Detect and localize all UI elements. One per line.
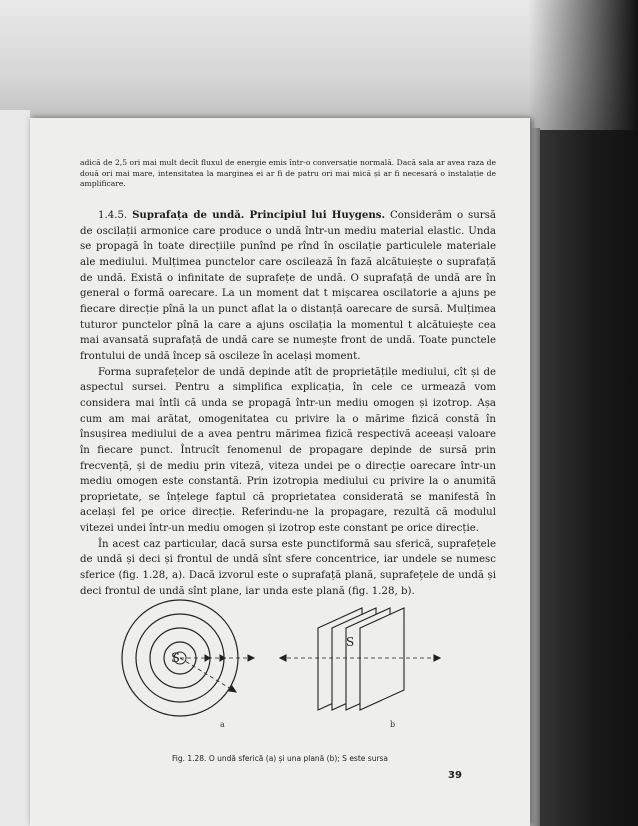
figure-label-b: b — [390, 720, 396, 729]
source-label-a: S — [171, 651, 180, 666]
book-page — [30, 118, 530, 826]
arrow-horizontal — [248, 655, 254, 661]
section-paragraph-2: Forma suprafețelor de undă depinde atît de proprietățile mediului, cît și de aspectul sursei. Pentru a simplifica explicația, în cele ce urmează vom considera mai întîi că unda se propagă într-un mediu omogen și izotrop. Așa cum am mai arătat, omogenitatea cu privire la o mărime fizică constă în însușirea mediului de a avea pentru mărimea fizică respectivă aceeași valoare în fiecare punct. Întrucît fenomenul de propagare depinde de sursă prin frecvență, și de mediu prin viteză, viteza undei pe o direcție oarecare într-un mediu omogen este constantă. Prin izotropia mediului cu privire la o anumită proprietate, se înțelege faptul că proprietatea considerată se manifestă în același fel pe orice direcție. Referindu-ne la propagare, rezultă că modulul vitezei undei într-un mediu omogen și izotrop este constant pe orice direcție. — [80, 366, 496, 535]
footnote-paragraph: adică de 2,5 ori mai mult decît fluxul de energie emis într-o conversație normală. Dacă sala ar avea raza de două ori mai mare, intensitatea la marginea ei ar fi de patru ori mai mică și ar fi necesară o instalație de amplificare. — [80, 158, 496, 189]
main-text — [80, 208, 496, 599]
background-left — [0, 110, 30, 826]
figure-caption: Fig. 1.28. O undă sferică (a) și una plană (b); S este sursa — [171, 754, 389, 763]
wave-diagram — [70, 598, 490, 748]
paragraph-1-text: Considerăm o sursă de oscilații armonice care produce o undă într-un mediu material elastic. Unda se propagă în toate direcțiile punînd pe rînd în oscilație particulele materiale ale mediului. Mulțimea punctelor care oscilează în fază alcătuiește o suprafață de undă. Există o infinitate de suprafețe de undă. O suprafață de undă are în general o formă oarecare. La un moment dat t mișcarea oscilatorie a ajuns pe fiecare direcție pînă la un punct aflat la o distanță oarecare de sursă. Mulțimea tuturor punctelor pînă la care a ajuns oscilația la momentul t alcătuiește cea mai avansată suprafață de undă care se numește front de undă. Toate punctele frontului de undă încep să oscileze în același moment. — [80, 210, 496, 362]
section-paragraph-1 — [80, 208, 496, 365]
section-paragraph-3: În acest caz particular, dacă sursa este punctiformă sau sferică, suprafețele de undă și deci și frontul de undă sînt sfere concentrice, iar undele se numesc sferice (fig. 1.28, a). Dacă izvorul este o suprafață plană, suprafețele de undă și deci frontul de undă sînt plane, iar unda este plană (fig. 1.28, b). — [80, 538, 496, 597]
arrow-mid-1 — [205, 655, 210, 661]
section-number: 1.4.5. — [98, 210, 128, 221]
background-shadow — [528, 0, 638, 826]
spherical-wave-diagram — [122, 600, 254, 716]
plane-wave-diagram — [280, 608, 440, 710]
figure-label-a: a — [220, 720, 225, 729]
section-title: Suprafața de undă. Principiul lui Huygens. — [132, 209, 386, 221]
arrow-left — [280, 655, 286, 661]
arrow-right — [434, 655, 440, 661]
figure-1-28 — [70, 598, 490, 748]
source-label-b: S — [346, 635, 355, 649]
page-number: 39 — [448, 770, 462, 781]
